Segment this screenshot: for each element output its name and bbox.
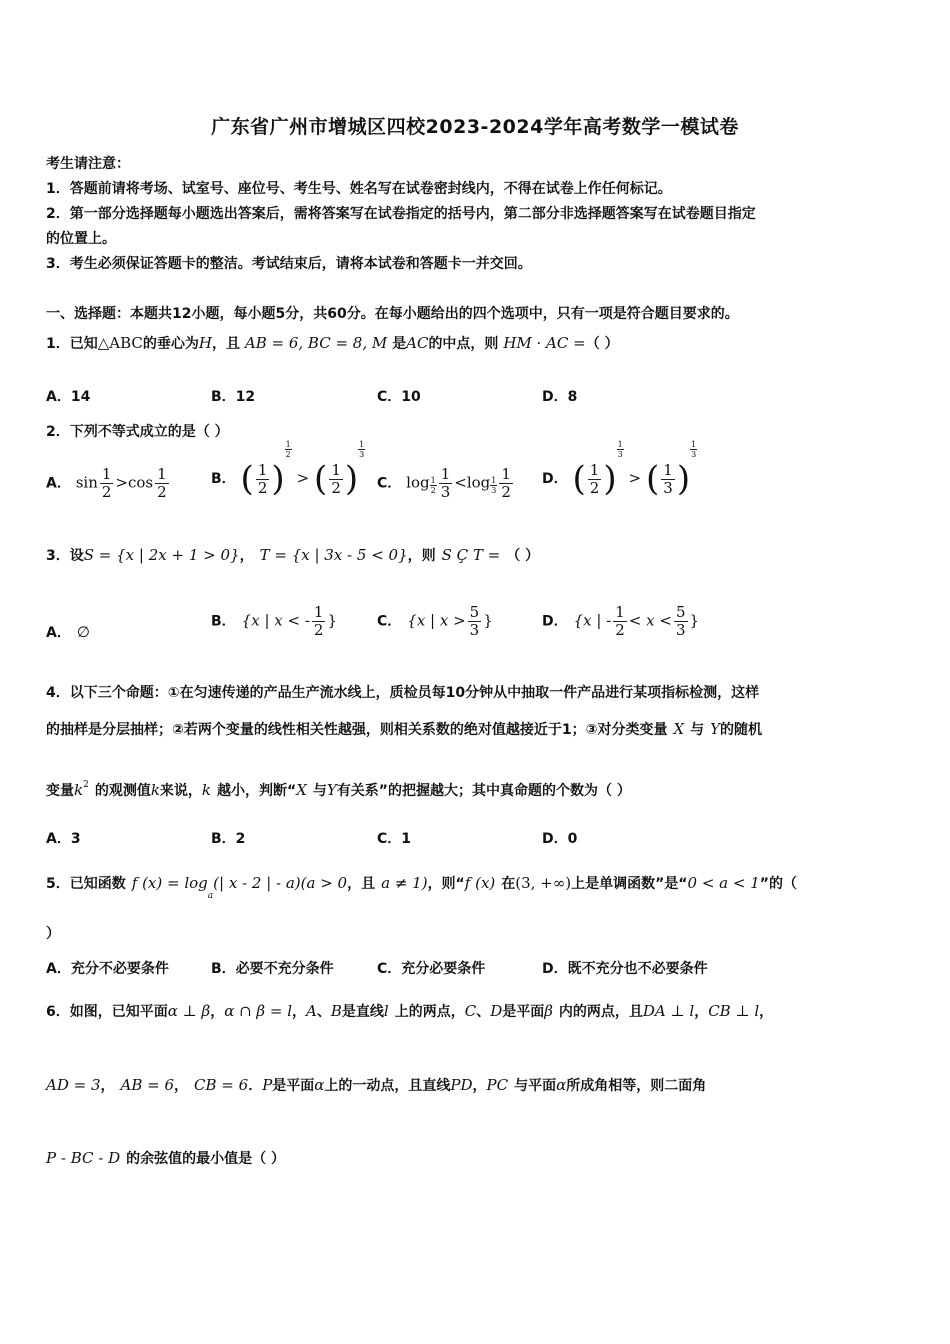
notice-heading: 考生请注意： <box>46 156 130 172</box>
question-6-line-3: P - BC - D 的余弦值的最小值是（ ） <box>46 1149 285 1167</box>
q3-option-b: B． {x | x < - $\frac{1}{2}$ } <box>211 603 337 639</box>
question-4-line-2: 的抽样是分层抽样；②若两个变量的线性相关性越强，则相关系数的绝对值越接近于1；③对分类变量 X 与 Y的随机 <box>46 720 763 738</box>
question-6-line-2: AD = 3， AB = 6， CB = 6．P是平面α上的一动点，且直线PD，PC 与平面α所成角相等，则二面角 <box>46 1076 707 1094</box>
q1-option-d: D．8 <box>542 389 578 405</box>
q4-option-d: D．0 <box>542 831 578 847</box>
q5-option-d: D．既不充分也不必要条件 <box>542 961 708 977</box>
q1-option-c: C．10 <box>377 389 421 405</box>
question-4-line-1: 4．以下三个命题：①在匀速传递的产品生产流水线上，质检员每10分钟从中抽取一件产品进行某项指标检测，这样 <box>46 685 760 701</box>
q4-option-c: C．1 <box>377 831 412 847</box>
q2-option-d: D． ( $\frac{1}{2}$ ) $^{\frac{1}{3}}$ > ( $\frac{1}{3}$ ) $^{\frac{1}{3}}$ <box>542 440 697 499</box>
q1-option-a: A．14 <box>46 389 91 405</box>
q5-option-b: B．必要不充分条件 <box>211 961 334 977</box>
q5-option-c: C．充分必要条件 <box>377 961 486 977</box>
notice-item-3: 3．考生必须保证答题卡的整洁。考试结束后，请将本试卷和答题卡一并交回。 <box>46 256 532 272</box>
question-5-stem-cont: ） <box>46 926 60 942</box>
q4-option-b: B．2 <box>211 831 246 847</box>
notice-item-2-cont: 的位置上。 <box>46 231 116 247</box>
question-1-stem: 1．已知△ABC的垂心为H，且 AB = 6, BC = 8, M 是AC的中点，则 HM · AC =（ ） <box>46 334 619 352</box>
q2-option-b: B． ( $\frac{1}{2}$ ) $^{\frac{1}{2}}$ > ( $\frac{1}{2}$ ) $^{\frac{1}{3}}$ <box>211 440 365 499</box>
notice-item-2: 2．第一部分选择题每小题选出答案后，需将答案写在试卷指定的括号内，第二部分非选择题答案写在试卷题目指定 <box>46 206 756 222</box>
section-heading: 一、选择题：本题共12小题，每小题5分，共60分。在每小题给出的四个选项中，只有一项是符合题目要求的。 <box>46 306 739 322</box>
q5-option-a: A．充分不必要条件 <box>46 961 169 977</box>
question-6-line-1: 6．如图，已知平面α ⊥ β，α ∩ β = l，A、B是直线l 上的两点，C、D是平面β 内的两点，且DA ⊥ l，CB ⊥ l， <box>46 1002 774 1020</box>
q3-option-a: A． ∅ <box>46 623 90 641</box>
page-title: 广东省广州市增城区四校2023-2024学年高考数学一模试卷 <box>211 116 739 138</box>
notice-item-1: 1．答题前请将考场、试室号、座位号、考生号、姓名写在试卷密封线内，不得在试卷上作任何标记。 <box>46 181 672 197</box>
q4-option-a: A．3 <box>46 831 81 847</box>
question-2-stem: 2．下列不等式成立的是（ ） <box>46 424 229 440</box>
q2-option-a: A． sin $\frac{1}{2}$ >cos $\frac{1}{2}$ <box>46 465 167 501</box>
question-4-line-3: 变量$k^2$ 的观测值k来说，k 越小，判断“X 与Y有关系”的把握越大；其中真命题的个数为（ ） <box>46 780 631 799</box>
question-3-stem: 3．设S = {x | 2x + 1 > 0}， T = {x | 3x - 5 < 0}，则 S Ç T = （ ） <box>46 546 540 564</box>
q1-option-b: B．12 <box>211 389 256 405</box>
q2-option-c: C． log $_{\frac{1}{2}}$ $\frac{1}{3}$ <log $_{\frac{1}{3}}$ $\frac{1}{2}$ <box>377 465 511 501</box>
q3-option-c: C． {x | x > $\frac{5}{3}$ } <box>377 603 493 639</box>
question-5-stem: 5．已知函数 f $(x) = \log_a(|$ x - 2 | - a)(a > 0，且 a ≠ 1)，则“f (x) 在(3, +∞)上是单调函数”是“0 < a < 1”的（ <box>46 874 797 901</box>
q3-option-d: D． {x | - $\frac{1}{2}$ < x < $\frac{5}{3}$ } <box>542 603 700 639</box>
